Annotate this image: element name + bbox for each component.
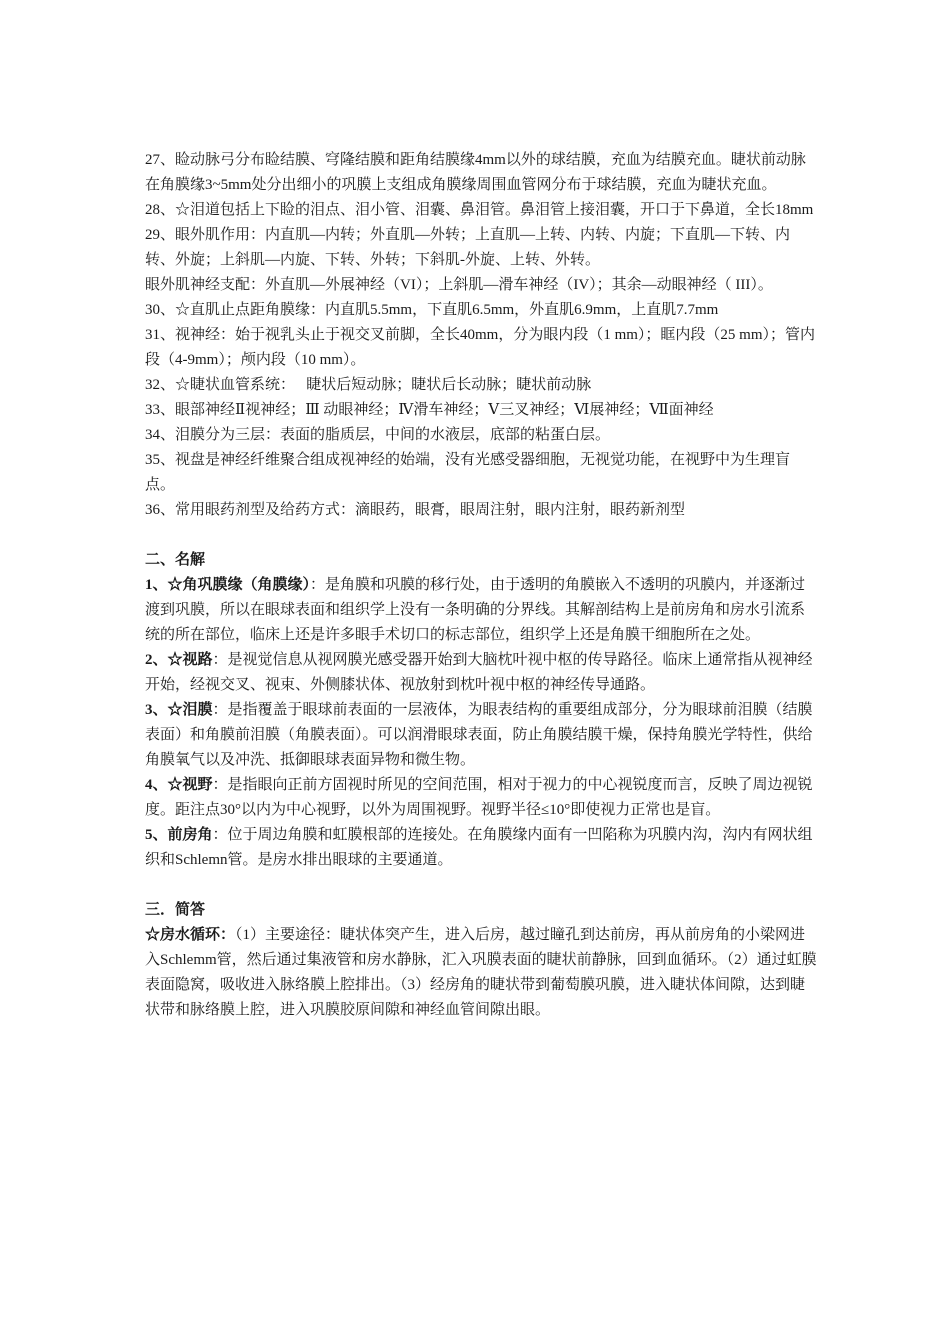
definition-term: 4、☆视野 [145,777,213,793]
item-35: 35、视盘是神经纤维聚合组成视神经的始端，没有光感受器细胞，无视觉功能，在视野中为生理盲点。 [145,452,791,493]
item-29-actions: 29、眼外肌作用：内直肌—内转；外直肌—外转；上直肌—上转、内转、内旋；下直肌—下转、内转、外旋；上斜肌—内旋、下转、外转；下斜肌-外旋、上转、外转。 [145,227,791,268]
item-32: 32、☆睫状血管系统： 睫状后短动脉；睫状后长动脉；睫状前动脉 [145,377,592,393]
answer-aqueous-circulation [145,923,817,1023]
item-27: 27、睑动脉弓分布睑结膜、穹隆结膜和距角结膜缘4mm以外的球结膜，充血为结膜充血。睫状前动脉在角膜缘3~5mm处分出细小的巩膜上支组成角膜缘周围血管网分布于球结膜，充血为睫状充血。 [145,152,806,193]
item-29-innervation: 眼外肌神经支配：外直肌—外展神经（VI）；上斜肌—滑车神经（IV）；其余—动眼神经（ III）。 [145,277,773,293]
item-33: 33、眼部神经Ⅱ视神经；Ⅲ 动眼神经；Ⅳ滑车神经；Ⅴ三叉神经；Ⅵ展神经；Ⅶ面神经 [145,402,714,418]
definition-body: ：是视觉信息从视网膜光感受器开始到大脑枕叶视中枢的传导路径。临床上通常指从视神经开始，经视交叉、视束、外侧膝状体、视放射到枕叶视中枢的神经传导通路。 [145,652,813,693]
definition-term: 1、☆角巩膜缘（角膜缘） [145,577,311,593]
definition-visual-pathway [145,648,817,698]
item-36: 36、常用眼药剂型及给药方式：滴眼药，眼膏，眼周注射，眼内注射，眼药新剂型 [145,502,686,518]
definition-term: 2、☆视路 [145,652,213,668]
definition-limbus [145,573,817,648]
definition-tear-film [145,698,817,773]
item-30: 30、☆直肌止点距角膜缘：内直肌5.5mm，下直肌6.5mm，外直肌6.9mm，上直肌7.7mm [145,302,719,318]
answer-term: ☆房水循环： [145,927,236,943]
definition-body: ：是指覆盖于眼球前表面的一层液体，为眼表结构的重要组成部分，分为眼球前泪膜（结膜表面）和角膜前泪膜（角膜表面）。可以润滑眼球表面，防止角膜结膜干燥，保持角膜光学特性，供给角膜氧气以及冲洗、抵御眼球表面异物和微生物。 [145,702,813,768]
section-heading-definitions: 二、名解 [145,552,206,568]
item-34: 34、泪膜分为三层：表面的脂质层，中间的水液层，底部的粘蛋白层。 [145,427,611,443]
definition-anterior-chamber-angle [145,823,817,873]
item-28: 28、☆泪道包括上下睑的泪点、泪小管、泪囊、鼻泪管。鼻泪管上接泪囊，开口于下鼻道，全长18mm [145,202,814,218]
answer-body: （1）主要途径：睫状体突产生，进入后房，越过瞳孔到达前房，再从前房角的小梁网进入Schlemm管，然后通过集液管和房水静脉，汇入巩膜表面的睫状前静脉，回到血循环。（2）通过虹膜表面隐窝，吸收进入脉络膜上腔排出。（3）经房角的睫状带到葡萄膜巩膜，进入睫状体间隙，达到睫状带和脉络膜上腔，进入巩膜胶原间隙和神经血管间隙出眼。 [145,927,817,1018]
definition-body: ：位于周边角膜和虹膜根部的连接处。在角膜缘内面有一凹陷称为巩膜内沟，沟内有网状组织和Schlemn管。是房水排出眼球的主要通道。 [145,827,813,868]
section-heading-short-answer: 三．简答 [145,902,206,918]
document-page [145,148,817,1023]
item-31: 31、视神经：始于视乳头止于视交叉前脚，全长40mm，分为眼内段（1 mm）；眶内段（25 mm）；管内段（4-9mm）；颅内段（10 mm）。 [145,327,816,368]
definition-term: 3、☆泪膜 [145,702,213,718]
definition-body: ：是指眼向正前方固视时所见的空间范围，相对于视力的中心视锐度而言，反映了周边视锐度。距注点30°以内为中心视野，以外为周围视野。视野半径≤10°即使视力正常也是盲。 [145,777,813,818]
definition-term: 5、前房角 [145,827,213,843]
definition-visual-field [145,773,817,823]
definition-body: ：是角膜和巩膜的移行处，由于透明的角膜嵌入不透明的巩膜内，并逐渐过渡到巩膜，所以在眼球表面和组织学上没有一条明确的分界线。其解剖结构上是前房角和房水引流系统的所在部位，临床上还是许多眼手术切口的标志部位，组织学上还是角膜干细胞所在之处。 [145,577,806,643]
